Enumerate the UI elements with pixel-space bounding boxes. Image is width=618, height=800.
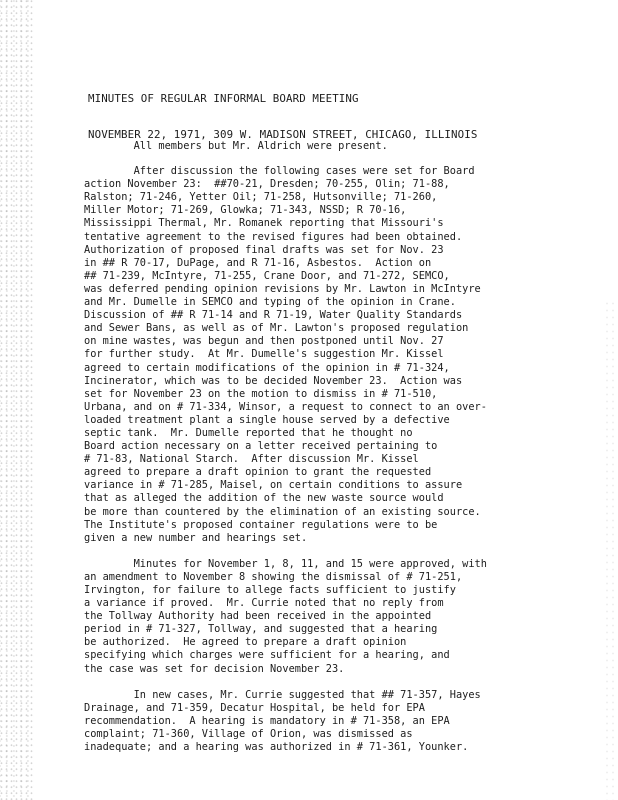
title-line-1: MINUTES OF REGULAR INFORMAL BOARD MEETING [88,92,359,105]
new-cases-paragraph: In new cases, Mr. Currie suggested that ## 71-357, Hayes Drainage, and 71-359, Decatur Hospital, be held for EPA recommendation. A hearing is mandatory in # 71-358, an EPA complaint; 71-360, Village of Orion, was dismissed as inadequate; and a hearing was authorized in # 71-361, Younker. [84,688,481,754]
minutes-approval-paragraph: Minutes for November 1, 8, 11, and 15 were approved, with an amendment to November 8 showing the dismissal of # 71-251, Irvington, for failure to allege facts sufficient to justify a variance if proved. Mr. Currie noted that no reply from the Tollway Authority had been received in the appointed period in # 71-327, Tollway, and suggested that a hearing be authorized. He agreed to prepare a draft opinion specifying which charges were sufficient for a hearing, and the case was set for decision November 23. [84,557,487,675]
title-line-2: NOVEMBER 22, 1971, 309 W. MADISON STREET, CHICAGO, ILLINOIS [88,128,478,141]
scan-noise-left-margin [0,0,34,800]
attendance-paragraph: All members but Mr. Aldrich were present. [84,140,388,152]
cases-set-paragraph: After discussion the following cases were set for Board action November 23: ##70-21, Dresden; 70-255, Olin; 71-88, Ralston; 71-246, Yetter Oil; 71-258, Hutsonville; 71-260, Miller Motor; 71-269, Glowka; 71-343, NSSD; R 70-16, Mississippi Thermal, Mr. Romanek reporting that Missouri's tentative agreement to the revised figures had been obtained. Authorization of proposed final drafts was set for Nov. 23 in ## R 70-17, DuPage, and R 71-16, Asbestos. Action on ## 71-239, McIntyre, 71-255, Crane Door, and 71-272, SEMCO, was deferred pending opinion revisions by Mr. Lawton in McIntyre and Mr. Dumelle in SEMCO and typing of the opinion in Crane. Discussion of ## R 71-14 and R 71-19, Water Quality Standards and Sewer Bans, as well as of Mr. Lawton's proposed regulation on mine wastes, was begun and then postponed until Nov. 27 for further study. At Mr. Dumelle's suggestion Mr. Kissel agreed to certain modifications of the opinion in # 71-324, Incinerator, which was to be decided November 23. Action was set for November 23 on the motion to dismiss in # 71-510, Urbana, and on # 71-334, Winsor, a request to connect to an over- loaded treatment plant a single house served by a defective septic tank. Mr. Dumelle reported that he thought no Board action necessary on a letter received pertaining to # 71-83, National Starch. After discussion Mr. Kissel agreed to prepare a draft opinion to grant the requested variance in # 71-285, Maisel, on certain conditions to assure that as alleged the addition of the new waste source would be more than countered by the elimination of an existing source. The Institute's proposed container regulations were to be given a new number and hearings set. [84,165,487,544]
minutes-body [84,140,614,767]
